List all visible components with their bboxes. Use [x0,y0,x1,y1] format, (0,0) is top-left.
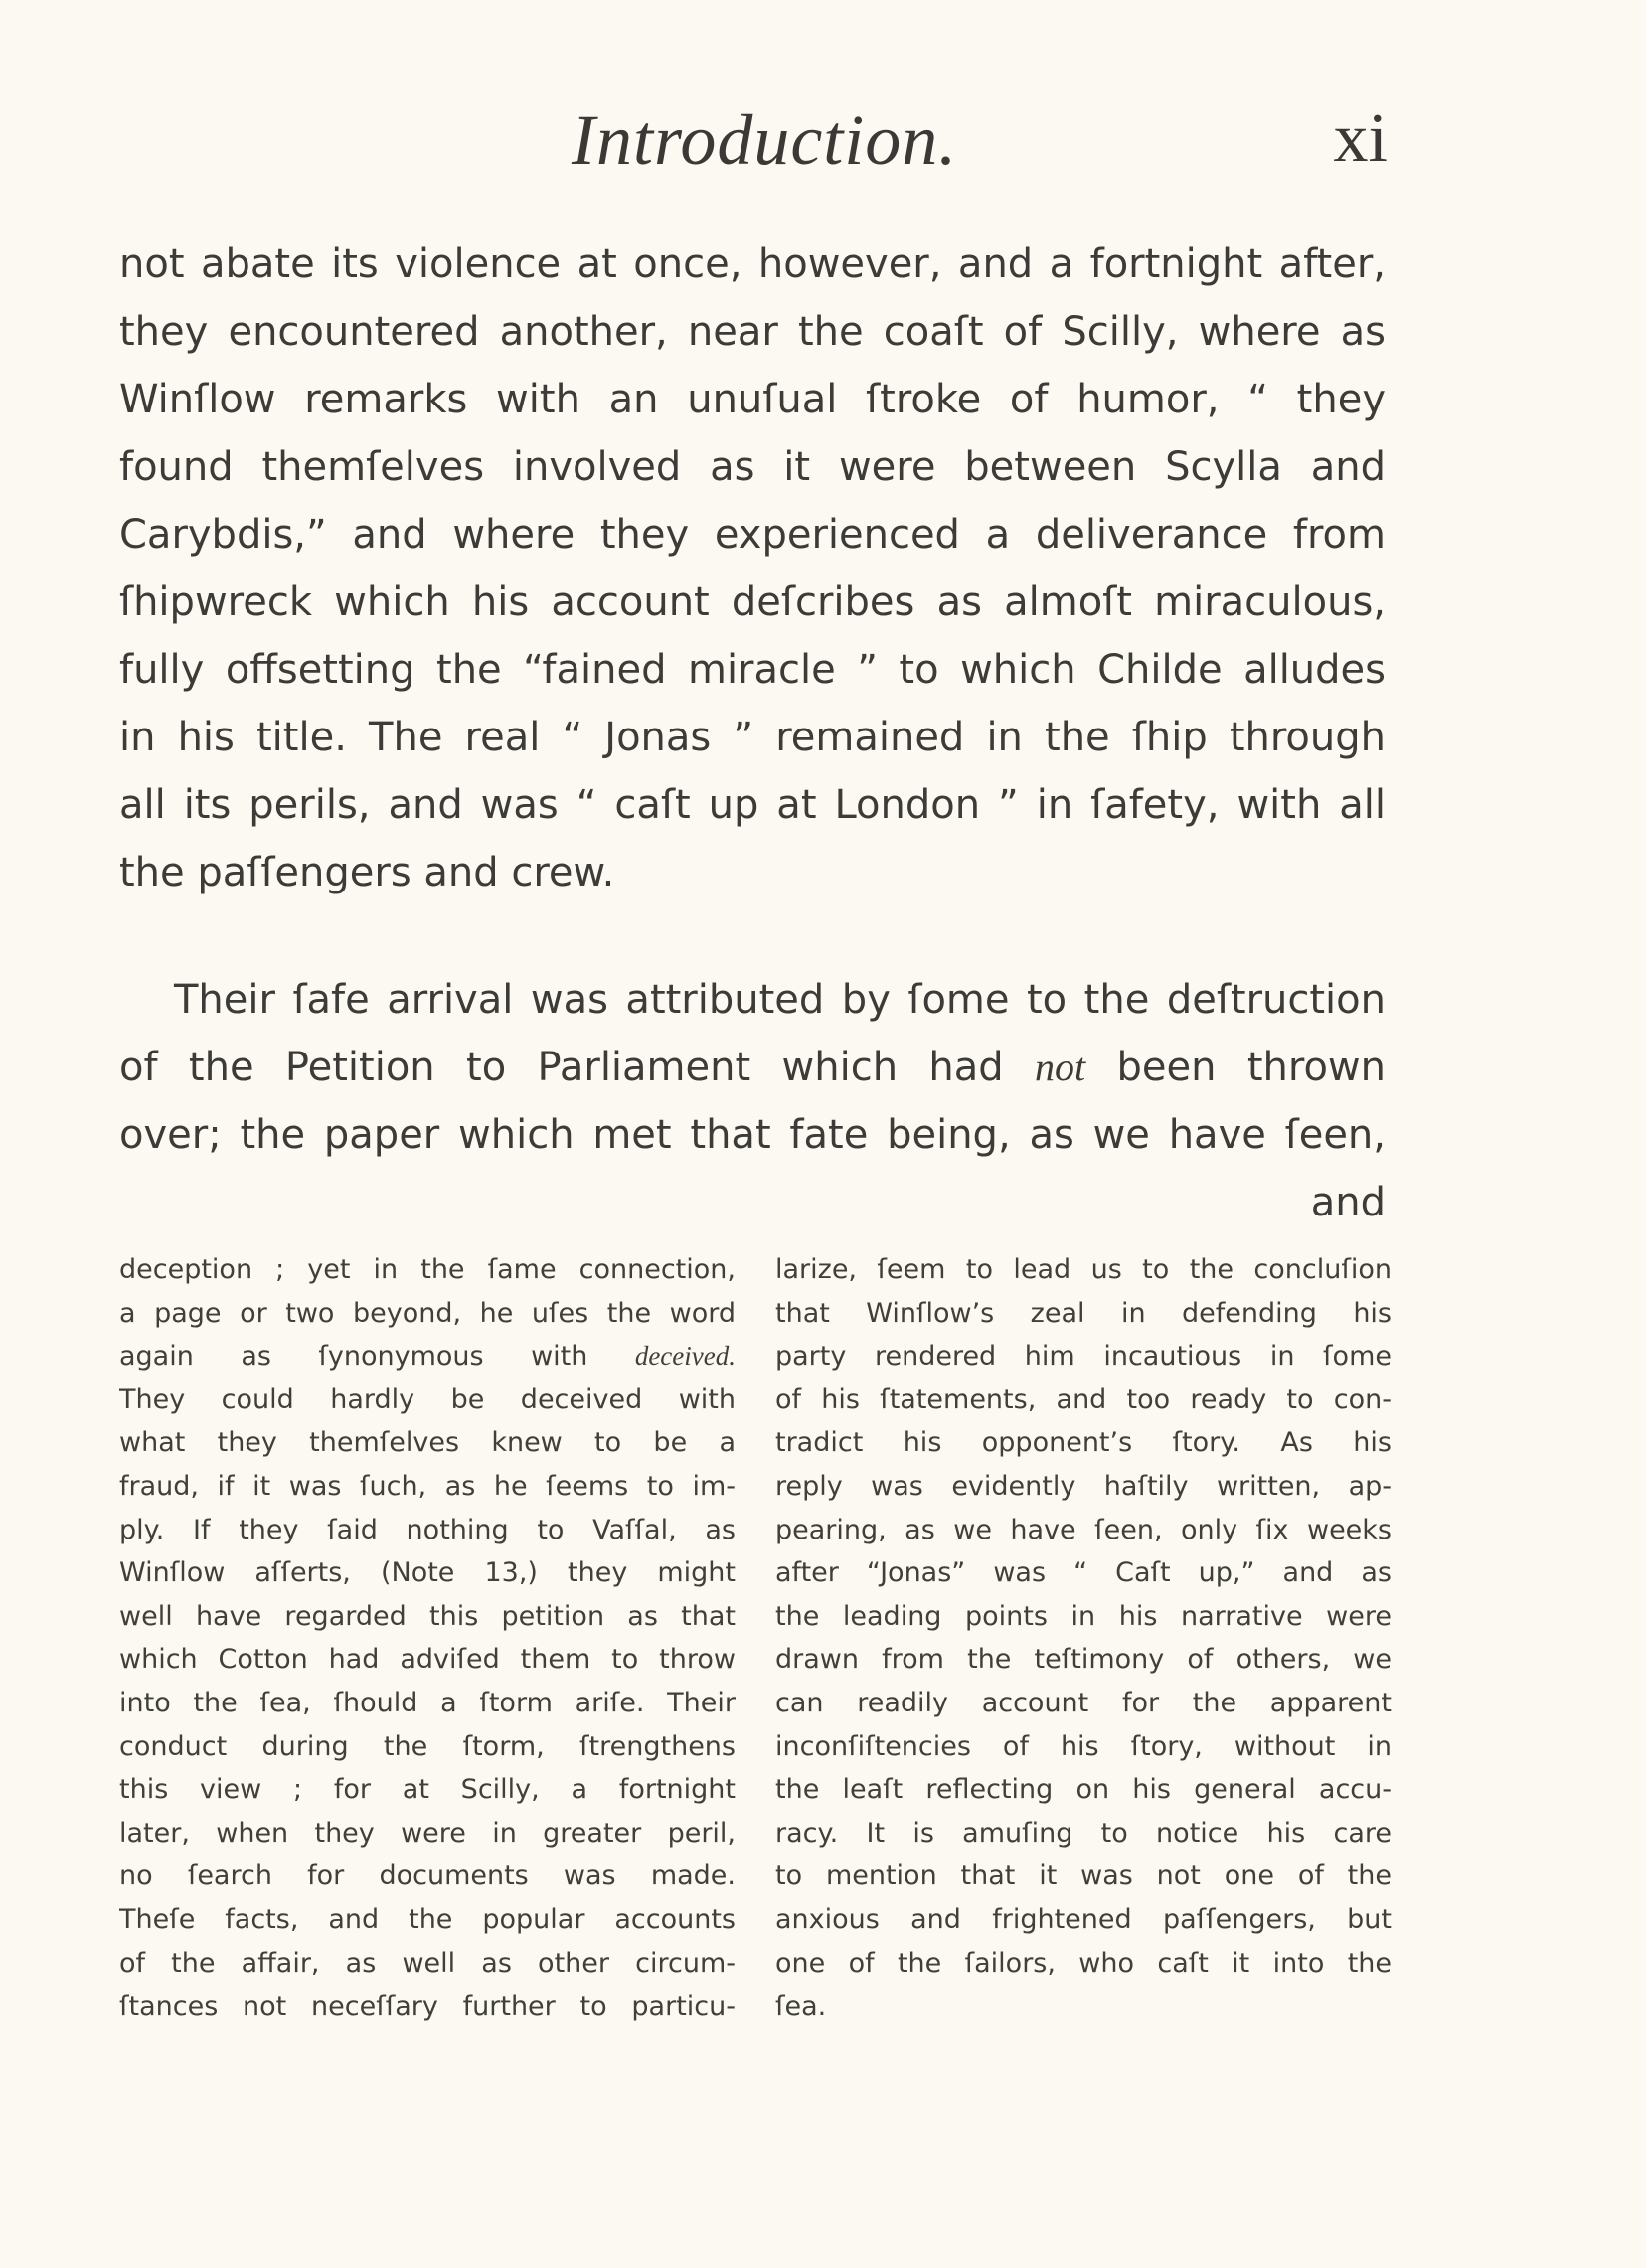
note-line: into the ſea, ſhould a ſtorm ariſe. Their [119,1687,736,1718]
note-line: reply was evidently haſtily written, ap- [775,1470,1392,1502]
note-line: of his ſtatements, and too ready to con- [775,1383,1392,1415]
footnotes [119,1248,1392,2043]
text-line: they encountered another, near the coaſt of Scilly, where as [119,309,1386,355]
text-line: Their ſafe arrival was attributed by ſome to the deſtruction [174,977,1386,1023]
note-line: deception ; yet in the ſame connection, [119,1254,736,1285]
note-line [119,1335,736,1378]
note-line: ſea. [775,1991,827,2023]
paragraph-1 [119,231,1386,906]
note-line: the leaſt reflecting on his general accu- [775,1774,1392,1806]
note-line: inconſiſtencies of his ſtory, without in [775,1730,1392,1762]
note-line: this view ; for at Scilly, a fortnight [119,1774,736,1806]
note-line: Winſlow aſſerts, (Note 13,) they might [119,1557,736,1589]
text-line: all its perils, and was “ caſt up at London ” in ſafety, with all [119,782,1386,828]
text-run: again as ſynonymous with [119,1341,635,1373]
footnote-column-left [119,1248,736,2028]
italic-text: deceived. [634,1341,736,1372]
text-line: in his title. The real “ Jonas ” remained in the ſhip through [119,715,1386,760]
footnote-column-right [775,1248,1392,2028]
note-line: Theſe facts, and the popular accounts [119,1903,736,1935]
note-line: racy. It is amuſing to notice his care [775,1817,1392,1849]
text-line: fully offsetting the “fained miracle ” to which Childe alludes [119,647,1386,693]
note-line: can readily account for the apparent [775,1687,1392,1718]
note-line: no ſearch for documents was made. [119,1861,736,1892]
note-line: drawn from the teſtimony of others, we [775,1644,1392,1676]
note-line: that Winſlow’s zeal in defending his [775,1297,1392,1329]
note-line: ply. If they ſaid nothing to Vaſſal, as [119,1514,736,1545]
note-line: one of the ſailors, who caſt it into the [775,1947,1392,1979]
text-line [119,1034,1386,1101]
paragraph-2 [119,966,1386,1236]
text-run: of the Petition to Parliament which had [119,1045,1036,1090]
paragraph-gap [119,906,1386,966]
page-number: xi [1333,100,1388,177]
note-line: larize, ſeem to lead us to the concluſion [775,1254,1392,1285]
note-line: which Cotton had adviſed them to throw [119,1644,736,1676]
text-line: not abate its violence at once, however, and a fortnight after, [119,242,1386,287]
note-line: after “Jonas” was “ Caſt up,” and as [775,1557,1392,1589]
text-line: the paſſengers and crew. [119,850,615,895]
main-text [119,231,1386,1236]
text-line: ſhipwreck which his account deſcribes as almoſt miraculous, [119,579,1386,625]
note-line: ſtances not neceſſary further to particu- [119,1991,736,2023]
note-line: pearing, as we have ſeen, only ſix weeks [775,1514,1392,1545]
running-head-title: Introduction. [572,100,958,180]
note-line: later, when they were in greater peril, [119,1817,736,1849]
note-line: well have regarded this petition as that [119,1600,736,1632]
text-line: over; the paper which met that fate being, as we have ſeen, [119,1112,1386,1158]
note-line: what they themſelves knew to be a [119,1427,736,1459]
note-line: fraud, if it was ſuch, as he ſeems to im- [119,1470,736,1502]
note-line: conduct during the ſtorm, ſtrengthens [119,1730,736,1762]
text-run: been thrown [1085,1045,1386,1090]
note-line: party rendered him incautious in ſome [775,1341,1392,1373]
text-line: Carybdis,” and where they experienced a deliverance from [119,512,1386,558]
note-line: a page or two beyond, he uſes the word [119,1297,736,1329]
note-line: They could hardly be deceived with [119,1383,736,1415]
italic-text: not [1035,1045,1086,1089]
note-line: to mention that it was not one of the [775,1861,1392,1892]
text-line: found themſelves involved as it were between Scylla and [119,444,1386,490]
note-line: of the affair, as well as other circum- [119,1947,736,1979]
text-line: Winſlow remarks with an unuſual ſtroke of humor, “ they [119,377,1386,422]
catchword: and [1310,1180,1386,1225]
note-line: the leading points in his narrative were [775,1600,1392,1632]
note-line: tradict his opponent’s ſtory. As his [775,1427,1392,1459]
running-head [119,99,1388,189]
note-line: anxious and frightened paſſengers, but [775,1903,1392,1935]
